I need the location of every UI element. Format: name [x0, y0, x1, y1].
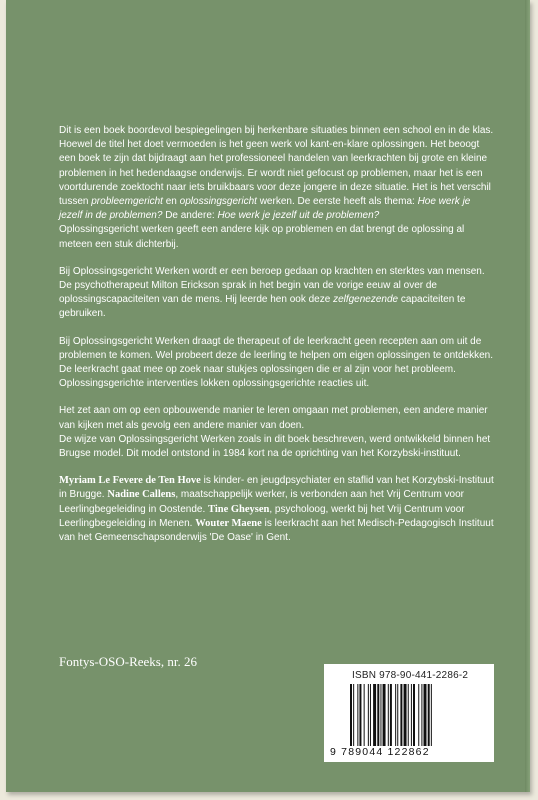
blurb — [59, 124, 496, 558]
isbn-label: ISBN 978-90-441-2286-2 — [352, 670, 469, 681]
author-name: Tine Gheysen — [208, 503, 270, 515]
blurb-paragraph-3: Bij Oplossingsgericht Werken draagt de therapeut of de leerkracht geen recepten aan om uit de problemen te komen. Wel probeert deze de leerling te helpen om eigen oplossingen te ontdekken. De leerkracht gaat mee op zoek naar stukjes oplossingen die er al zijn voor het probleem. Oplossingsgerichte interventies lokken oplossingsgerichte reacties uit. — [59, 335, 493, 390]
author-name: Myriam Le Fevere de Ten Hove — [59, 475, 201, 487]
blurb-paragraph-4b: De wijze van Oplossingsgericht Werken zoals in dit boek beschreven, werd ontwikkeld binnen het Brugse model. Dit model ontstond in 1984 kort na de oprichting van het Korzybski-instituut. — [59, 433, 491, 460]
book-back-cover — [6, 0, 530, 792]
blurb-paragraph-1: Dit is een boek boordevol bespiegelingen bij herkenbare situaties binnen een school en in de klas. Hoewel de titel het doet vermoeden is het geen werk vol kant-en-klare oplossingen. Het beoogt een boek te zijn dat bijdraagt aan het professioneel handelen van leerkrachten bij grote en kleine problemen in het hedendaagse onderwijs. Er wordt niet gefocust op problemen, maar het is een voortdurende zoektocht naar iets bruikbaars voor deze jongere in deze situatie. Het is het verschil tussen probleemgericht en oplossingsgericht werken. De eerste heeft als thema: Hoe werk je jezelf in de problemen? De andere: Hoe werk je jezelf uit de problemen? — [59, 125, 494, 222]
barcode-icon — [350, 684, 490, 746]
author-name: Wouter Maene — [195, 517, 262, 529]
blurb-paragraph-4a: Het zet aan om op een opbouwende manier te leren omgaan met problemen, een andere manier van kijken met als gevolg een andere manier van doen. — [59, 405, 488, 431]
series-label: Fontys-OSO-Reeks, nr. 26 — [59, 654, 197, 669]
author-bios: Myriam Le Fevere de Ten Hove is kinder- en jeugdpsychiater en staflid van het Korzybski-Instituut in Brugge. Nadine Callens, maatschappelijk werker, is verbonden aan het Vrij Centrum voor Leerlingbegeleiding in Oostende. Tine Gheysen, psycholoog, werkt bij het Vrij Centrum voor Leerlingbegeleiding in Menen. Wouter Maene is leerkracht aan het Medisch-Pedagogisch Instituut van het Gemeenschapsonderwijs 'De Oase' in Gent. — [59, 475, 494, 544]
blurb-paragraph-1b: Oplossingsgericht werken geeft een andere kijk op problemen en dat brengt de oplossing al meteen een stuk dichterbij. — [59, 224, 465, 250]
blurb-paragraph-2: Bij Oplossingsgericht Werken wordt er een beroep gedaan op krachten en sterktes van mensen. De psychotherapeut Milton Erickson sprak in het begin van de vorige eeuw al over de oplossingscapaciteiten van de mens. Hij leerde hen ook deze zelfgenezende capaciteiten te gebruiken. — [59, 265, 485, 320]
barcode-panel — [324, 664, 494, 762]
barcode-digits: 9 789044 122862 — [330, 746, 430, 758]
cover-edge — [525, 0, 530, 792]
author-name: Nadine Callens — [107, 489, 176, 501]
